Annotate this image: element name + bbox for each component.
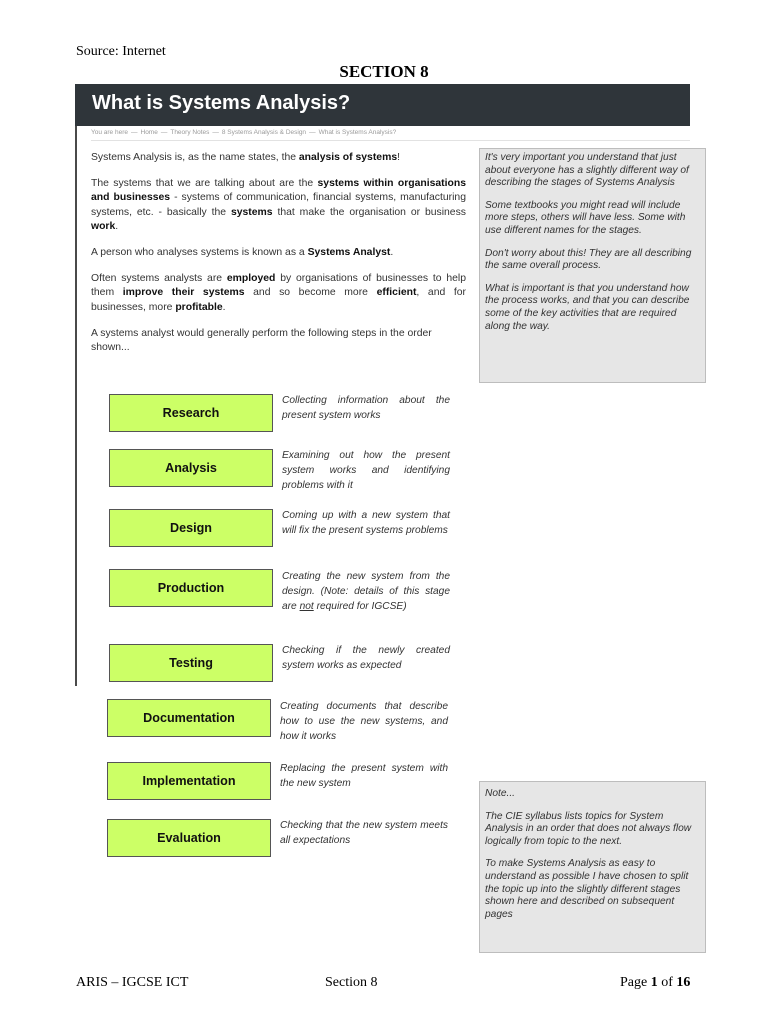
paragraph-intro: Systems Analysis is, as the name states, the analysis of systems! [91,152,400,163]
paragraph-employment: Often systems analysts are employed by organisations of businesses to help them improve their systems and so become more efficient, and for businesses, more profitable. [91,273,467,313]
note-heading: Note... [485,788,516,799]
step-box-documentation: Documentation [107,699,271,737]
note-text: The CIE syllabus lists topics for System Analysis in an order that does not always flow logically from topic to the next. [485,810,692,847]
paragraph-steps-intro: A systems analyst would generally perform the following steps in the order shown... [91,327,432,354]
breadcrumb-divider [91,140,690,141]
note-text: To make Systems Analysis as easy to understand as possible I have chosen to split the topic up into the slightly different stages shown here and described on subsequent pages [485,858,689,920]
note-text: It's very important you understand that just about everyone has a slightly different way of describing the stages of Systems Analysis [485,152,689,189]
step-box-testing: Testing [109,644,273,682]
note-box-syllabus [479,781,706,953]
step-description: Creating the new system from the design. (Note: details of this stage are not required for IGCSE) [282,571,450,612]
breadcrumb-item-home[interactable]: Home [140,129,158,136]
paragraph-analyst: A person who analyses systems is known as a Systems Analyst. [91,247,394,259]
footer-page-number: Page 1 of 16 [620,975,691,990]
footer-section: Section 8 [325,975,378,990]
step-box-design: Design [109,509,273,547]
paragraph-systems: The systems that we are talking about are the systems within organisations and businesses - systems of communication, financial systems, manufacturing systems, etc. - basically the systems that make the organisation or business work. [91,178,466,232]
step-description: Collecting information about the present system works [282,395,450,421]
note-text: Some textbooks you might read will include more steps, others will have less. Some with use different names for the stages. [485,199,686,236]
breadcrumb-prefix: You are here [91,129,128,136]
step-box-production: Production [109,569,273,607]
breadcrumb-separator: — [309,129,316,136]
page-title-bar [75,84,690,126]
step-description: Creating documents that describe how to use the new systems, and how it works [280,701,448,742]
step-description: Checking that the new system meets all expectations [280,820,448,846]
note-text: Don't worry about this! They are all describing the same overall process. [485,247,692,272]
note-text: What is important is that you understand how the process works, and that you can describe some of the key activities that are required along the way. [485,282,690,332]
step-box-evaluation: Evaluation [107,819,271,857]
step-description: Replacing the present system with the new system [280,763,448,789]
section-title: SECTION 8 [339,62,429,81]
note-box-stages [479,148,706,383]
step-description: Checking if the newly created system works as expected [282,645,450,671]
breadcrumb [91,129,396,136]
content-left-border [75,126,77,686]
step-box-implementation: Implementation [107,762,271,800]
step-description: Coming up with a new system that will fix the present systems problems [282,510,450,536]
article-body [91,151,466,367]
step-box-research: Research [109,394,273,432]
breadcrumb-item-current: What is Systems Analysis? [318,129,397,136]
breadcrumb-item-theory-notes[interactable]: Theory Notes [170,129,210,136]
step-box-analysis: Analysis [109,449,273,487]
step-description: Examining out how the present system works and identifying problems with it [282,450,450,491]
breadcrumb-separator: — [212,129,219,136]
page-title: What is Systems Analysis? [92,92,351,114]
breadcrumb-separator: — [160,129,168,136]
breadcrumb-item-section[interactable]: 8 Systems Analysis & Design [221,129,307,136]
footer-course: ARIS – IGCSE ICT [76,975,189,990]
source-note: Source: Internet [76,44,166,59]
breadcrumb-separator: — [131,129,138,136]
